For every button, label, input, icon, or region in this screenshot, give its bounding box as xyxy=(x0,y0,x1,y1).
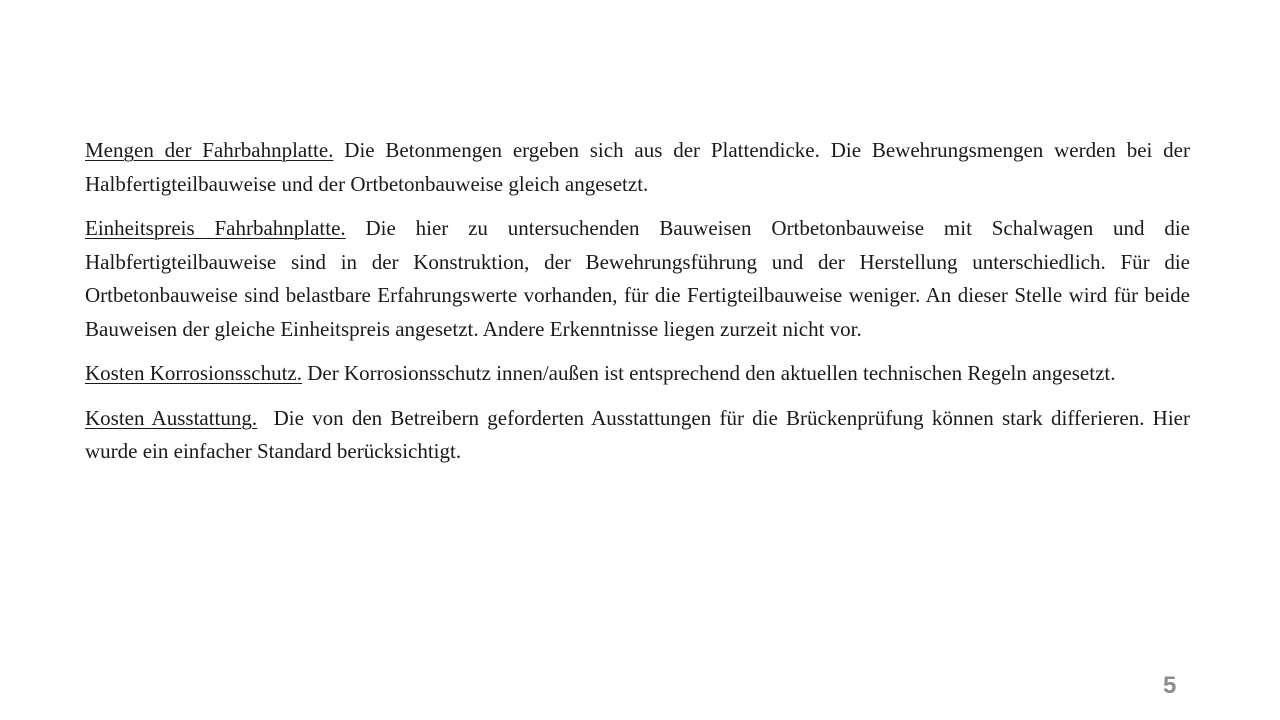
paragraph-korrosionsschutz xyxy=(85,357,1190,391)
page-number: 5 xyxy=(1163,672,1177,699)
paragraph-heading: Kosten Korrosionsschutz. xyxy=(85,361,302,385)
slide-body xyxy=(85,134,1196,480)
paragraph-text: Der Korrosionsschutz innen/außen ist entsprechend den aktuellen technischen Regeln angesetzt. xyxy=(301,361,1116,385)
paragraph-einheitspreis xyxy=(85,212,1190,346)
paragraph-text: Die von den Betreibern geforderten Ausstattungen für die Brückenprüfung können stark differieren. Hier wurde ein einfacher Standard berücksichtigt. xyxy=(85,405,1196,463)
paragraph-heading: Kosten Ausstattung. xyxy=(85,405,258,430)
paragraph-fahrbahnplatte-mengen xyxy=(85,134,1190,201)
paragraph-text: Die hier zu untersuchenden Bauweisen Ortbetonbauweise mit Schalwagen und die Halbfertigteilbauweise sind in der Konstruktion, der Bewehrungsführung und der Herstellung unterschiedlich. Für die Ortbetonbauweise sind belastbare Erfahrungswerte vorhanden, für die Fertigteilbauweise weniger. An dieser Stelle wird für beide Bauweisen der gleiche Einheitspreis angesetzt. Andere Erkenntnisse liegen zurzeit nicht vor. xyxy=(85,216,1191,341)
paragraph-heading: Mengen der Fahrbahnplatte. xyxy=(85,138,334,162)
paragraph-heading: Einheitspreis Fahrbahnplatte. xyxy=(85,216,346,240)
paragraph-ausstattung xyxy=(85,402,1196,469)
paragraph-text: Die Betonmengen ergeben sich aus der Plattendicke. Die Bewehrungsmengen werden bei der Halbfertigteilbauweise und der Ortbetonbauweise gleich angesetzt. xyxy=(85,138,1190,196)
